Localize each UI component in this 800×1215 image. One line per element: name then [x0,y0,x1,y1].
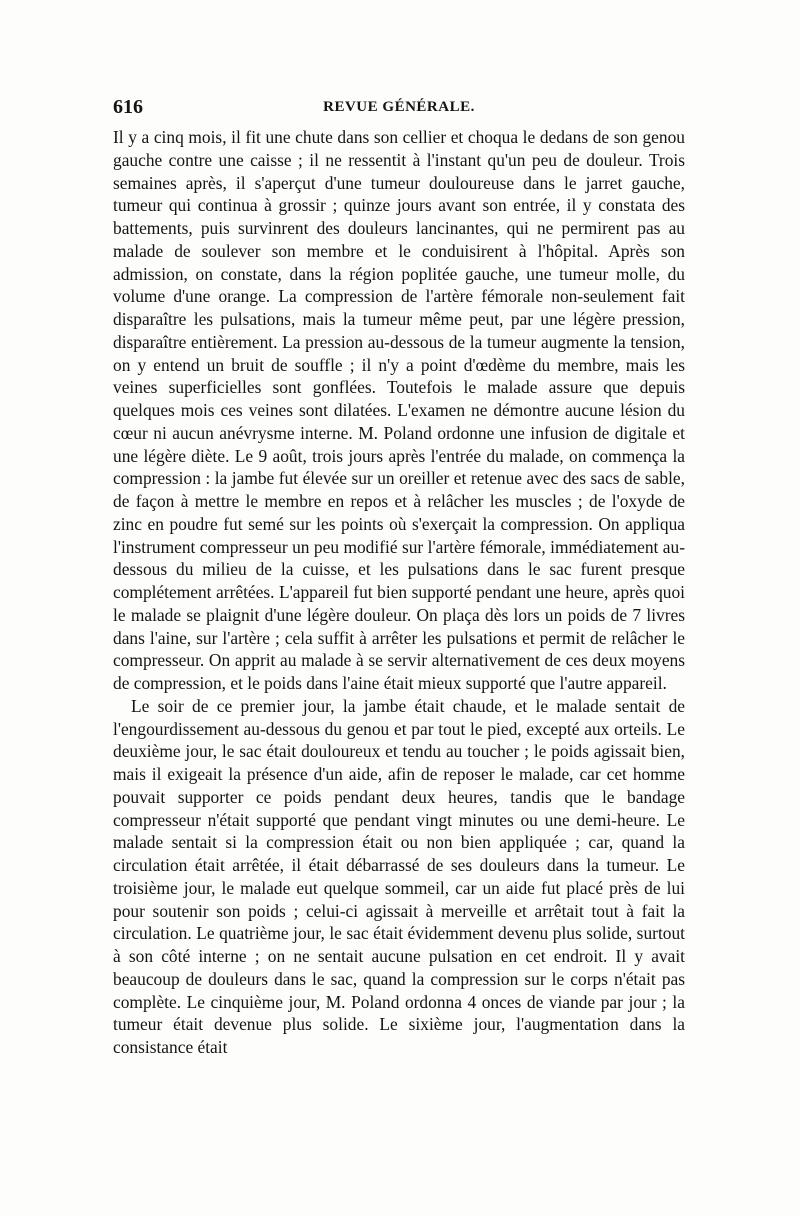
running-title: REVUE GÉNÉRALE. [323,99,475,115]
running-head [113,96,685,126]
paragraph: Le soir de ce premier jour, la jambe était chaude, et le malade sentait de l'engourdissement au-dessous du genou et par tout le pied, excepté aux orteils. Le deuxième jour, le sac était douloureux et tendu au toucher ; le poids agissait bien, mais il exigeait la présence d'un aide, afin de reposer le malade, car cet homme pouvait supporter ce poids pendant deux heures, tandis que le bandage compresseur n'était supporté que pendant vingt minutes ou une demi-heure. Le malade sentait si la compression était ou non bien appliquée ; car, quand la circulation était arrêtée, il était débarrassé de ses douleurs dans la tumeur. Le troisième jour, le malade eut quelque sommeil, car un aide fut placé près de lui pour soutenir son poids ; celui-ci agissait à merveille et arrêtait tout à fait la circulation. Le quatrième jour, le sac était évidemment devenu plus solide, surtout à son côté interne ; on ne sentait aucune pulsation en cet endroit. Il y avait beaucoup de douleurs dans le sac, quand la compression sur le corps n'était pas complète. Le cinquième jour, M. Poland ordonna 4 onces de viande par jour ; la tumeur était devenue plus solide. Le sixième jour, l'augmentation dans la consistance était [113,695,685,1057]
page-number: 616 [113,96,143,118]
paragraph: Il y a cinq mois, il fit une chute dans son cellier et choqua le dedans de son genou gauche contre une caisse ; il ne ressentit à l'instant qu'un peu de douleur. Trois semaines après, il s'aperçut d'une tumeur douloureuse dans le jarret gauche, tumeur qui continua à grossir ; quinze jours avant son entrée, il y constata des battements, puis survinrent des douleurs lancinantes, qui ne permirent pas au malade de soulever son membre et le conduisirent à l'hôpital. Après son admission, on constate, dans la région poplitée gauche, une tumeur molle, du volume d'une orange. La compression de l'artère fémorale non-seulement fait disparaître les pulsations, mais la tumeur même peut, par une légère pression, disparaître entièrement. La pression au-dessous de la tumeur augmente la tension, on y entend un bruit de souffle ; il n'y a point d'œdème du membre, mais les veines superficielles sont gonflées. Toutefois le malade assure que depuis quelques mois ces veines sont dilatées. L'examen ne démontre aucune lésion du cœur ni aucun anévrysme interne. M. Poland ordonne une infusion de digitale et une légère diète. Le 9 août, trois jours après l'entrée du malade, on commença la compression : la jambe fut élevée sur un oreiller et retenue avec des sacs de sable, de façon à mettre le membre en repos et à relâcher les muscles ; de l'oxyde de zinc en poudre fut semé sur les points où s'exerçait la compression. On appliqua l'instrument compresseur un peu modifié sur l'artère fémorale, immédiatement au-dessous du milieu de la cuisse, et les pulsations dans le sac furent presque complétement arrêtées. L'appareil fut bien supporté pendant une heure, après quoi le malade se plaignit d'une légère douleur. On plaça dès lors un poids de 7 livres dans l'aine, sur l'artère ; cela suffit à arrêter les pulsations et permit de relâcher le compresseur. On apprit au malade à se servir alternativement de ces deux moyens de compression, et le poids dans l'aine était mieux supporté que l'autre appareil. [113,127,685,693]
document-page [113,96,685,1059]
body-text [113,126,685,1059]
